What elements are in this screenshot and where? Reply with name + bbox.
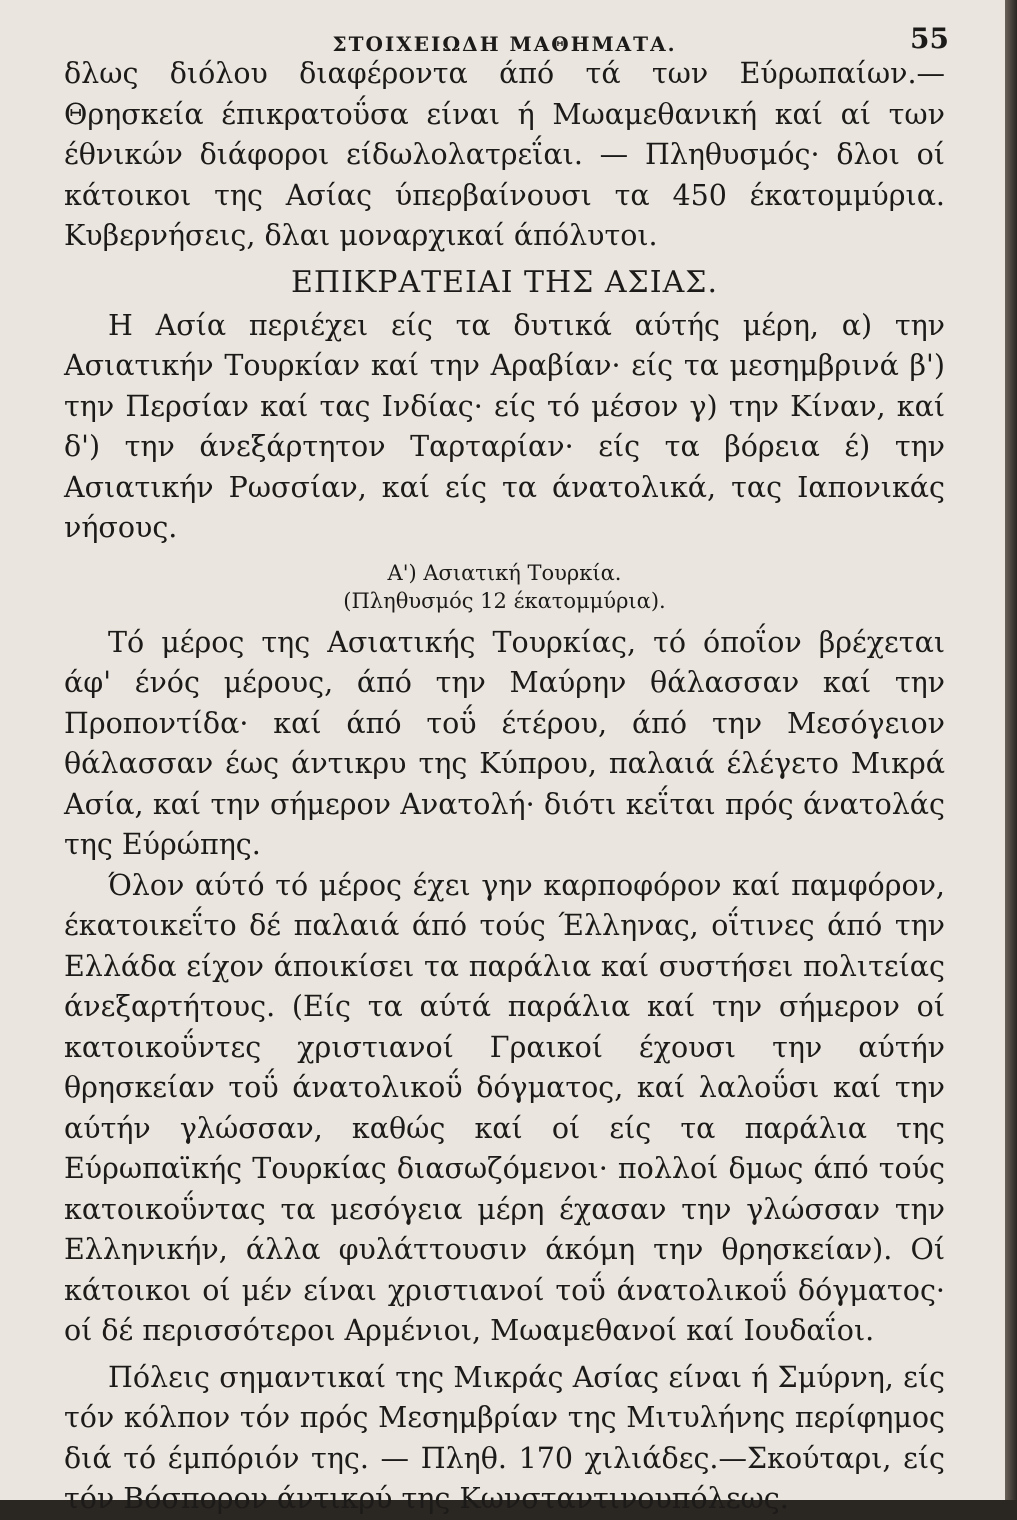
subsection-population: (Πληθυσμός 12 έκατομμύρια).: [343, 588, 666, 613]
paragraph-cities: Πόλεις σημαντικαί της Μικράς Ασίας είναι ή Σμύρνη, είς τόν κόλπον τόν πρός Μεσημβρίαν της Μιτυλήνης περίφημος διά τό έμπόριόν της. — Πληθ. 170 χιλιάδες.—Σκούταρι, είς τόν Βόσπορον άντικρύ της Κωνσταντινουπόλεως.: [64, 1360, 945, 1515]
page-number: 55: [910, 22, 949, 55]
page-header: [64, 14, 949, 56]
paragraph-asia-regions: Η Ασία περιέχει είς τα δυτικά αύτής μέρη, α) την Ασιατικήν Τουρκίαν καί την Αραβίαν· είς τα μεσημβρινά β') την Περσίαν καί τας Ινδίας· είς τό μέσον γ) την Κίναν, καί δ') την άνεξάρτητον Ταρταρίαν· είς τα βόρεια έ) την Ασιατικήν Ρωσσίαν, καί είς τα άνατολικά, τας Ιαπονικάς νήσους.: [64, 308, 945, 544]
running-title: ΣΤΟΙΧΕΙΩΔΗ ΜΑΘΗΜΑΤΑ.: [332, 32, 677, 56]
section-heading: ΕΠΙΚΡΑΤΕΙΑΙ ΤΗΣ ΑΣΙΑΣ.: [290, 264, 719, 300]
paragraph-asia-minor: Τό μέρος της Ασιατικής Τουρκίας, τό όποΐον βρέχεται άφ' ένός μέρους, άπό την Μαύρην θάλασσαν καί την Προποντίδα· καί άπό τοΰ έτέρου, άπό την Μεσόγειον θάλασσαν έως άντικρυ της Κύπρου, παλαιά έλέγετο Μικρά Ασία, καί την σήμερον Ανατολή· διότι κεΐται πρός άνατολάς της Εύρώπης.: [64, 625, 945, 861]
subsection-header: [64, 559, 945, 615]
paragraph-inhabitants: Όλον αύτό τό μέρος έχει γην καρποφόρον καί παμφόρον, έκατοικεΐτο δέ παλαιά άπό τούς Έλληνας, οΐτινες άπό την Ελλάδα είχον άποικίσει τα παράλια καί συστήσει πολιτείας άνεξαρτήτους. (Είς τα αύτά παράλια καί την σήμερον οί κατοικοΰντες χριστιανοί Γραικοί έχουσι την αύτήν θρησκείαν τοΰ άνατολικοΰ δόγματος, καί λαλοΰσι καί την αύτήν γλώσσαν, καθώς καί οί είς τα παράλια της Εύρωπαϊκής Τουρκίας διασωζόμενοι· πολλοί δμως άπό τούς κατοικοΰντας τα μεσόγεια μέρη έχασαν την γλώσσαν την Ελληνικήν, άλλα φυλάττουσιν άκόμη την θρησκείαν). Οί κάτοικοι οί μέν είναι χριστιανοί τοΰ άνατολικοΰ δόγματος· οί δέ περισσότεροι Αρμένιοι, Μωαμεθανοί καί Ιουδαΐοι.: [64, 868, 945, 1347]
paragraph-religion-population: δλως διόλου διαφέροντα άπό τά των Εύρωπαίων.—Θρησκεία έπικρατοΰσα είναι ή Μωαμεθανική καί αί των έθνικών διάφοροι είδωλολατρεΐαι. — Πληθυσμός· δλοι οί κάτοικοι της Ασίας ύπερβαίνουσι τα 450 έκατομμύρια. Κυβερνήσεις, δλαι μοναρχικαί άπόλυτοι.: [64, 57, 945, 252]
subsection-title: Α') Ασιατική Τουρκία.: [387, 560, 622, 585]
page-edge-shadow: [1005, 0, 1017, 1500]
